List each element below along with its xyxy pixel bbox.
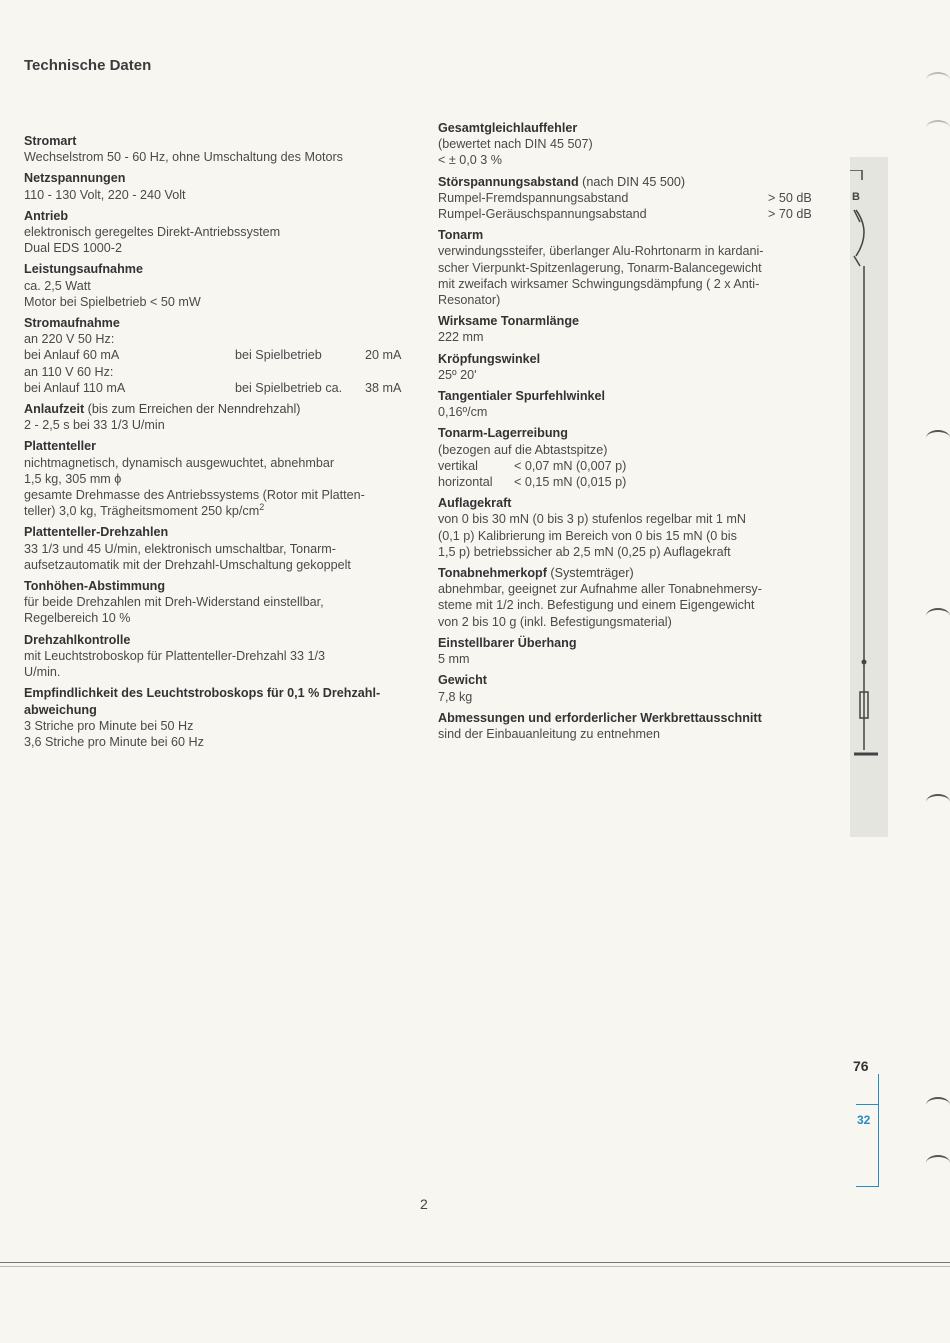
spec-cell: 20 mA bbox=[365, 348, 402, 363]
spec-heading-note: (bis zum Erreichen der Nenndrehzahl) bbox=[84, 402, 301, 417]
spec-heading: Netzspannungen bbox=[24, 171, 126, 186]
spec-heading-text: Anlaufzeit bbox=[24, 402, 85, 417]
spec-anlaufzeit bbox=[24, 401, 414, 433]
spec-cell: bei Spielbetrieb ca. bbox=[235, 380, 343, 395]
spec-gewicht bbox=[438, 672, 828, 704]
spec-cell: an 220 V 50 Hz: bbox=[24, 332, 115, 347]
punch-hole-mark bbox=[926, 120, 950, 136]
spec-cell: vertikal bbox=[438, 458, 478, 473]
spec-heading-text: Störspannungsabstand bbox=[438, 174, 579, 189]
spec-stromaufnahme bbox=[24, 315, 414, 396]
spec-line: gesamte Drehmasse des Antriebssystems (Rotor mit Platten- bbox=[24, 488, 365, 503]
spec-row bbox=[24, 347, 414, 363]
spec-line: von 2 bis 10 g (inkl. Befestigungsmaterial) bbox=[438, 614, 672, 629]
spec-heading bbox=[24, 401, 414, 417]
spec-line: 3 Striche pro Minute bei 50 Hz bbox=[24, 718, 194, 733]
index-tab-divider bbox=[856, 1104, 878, 1106]
spec-cell: > 70 dB bbox=[768, 207, 812, 222]
spec-heading: abweichung bbox=[24, 702, 97, 717]
spec-line: von 0 bis 30 mN (0 bis 3 p) stufenlos regelbar mit 1 mN bbox=[438, 512, 746, 527]
spec-line: mit Leuchtstroboskop für Plattenteller-Drehzahl 33 1/3 bbox=[24, 648, 326, 663]
strip-letter: B bbox=[852, 191, 860, 203]
spec-line: 1,5 kg, 305 mm ϕ bbox=[24, 471, 122, 486]
spec-line: Resonator) bbox=[438, 293, 501, 308]
spec-cell: bei Anlauf 110 mA bbox=[24, 380, 126, 395]
spec-line: 222 mm bbox=[438, 330, 484, 345]
spec-heading bbox=[438, 565, 828, 581]
bleed-through-diagram bbox=[848, 170, 882, 770]
spec-heading: Leistungsaufnahme bbox=[24, 262, 143, 277]
spec-heading: Stromaufnahme bbox=[24, 316, 120, 331]
spec-cell: < 0,15 mN (0,015 p) bbox=[514, 475, 627, 490]
spec-line: für beide Drehzahlen mit Dreh-Widerstand einstellbar, bbox=[24, 595, 324, 610]
spec-line: steme mit 1/2 inch. Befestigung und einem Eigengewicht bbox=[438, 598, 755, 613]
spec-netzspannungen bbox=[24, 170, 414, 202]
spec-cell: bei Spielbetrieb bbox=[235, 348, 322, 363]
spec-line: abnehmbar, geeignet zur Aufnahme aller Tonabnehmersy- bbox=[438, 582, 762, 597]
spec-row bbox=[24, 380, 414, 396]
spec-drehzahlen bbox=[24, 524, 414, 573]
spec-heading: Tangentialer Spurfehlwinkel bbox=[438, 389, 606, 404]
spec-line: < ± 0,0 3 % bbox=[438, 153, 502, 168]
spec-line: nichtmagnetisch, dynamisch ausgewuchtet, abnehmbar bbox=[24, 455, 335, 470]
spec-row bbox=[438, 190, 828, 206]
punch-hole-mark bbox=[926, 72, 950, 88]
spec-heading: Tonhöhen-Abstimmung bbox=[24, 579, 166, 594]
right-column bbox=[438, 120, 828, 747]
spec-row bbox=[24, 364, 414, 380]
spec-line: 33 1/3 und 45 U/min, elektronisch umschaltbar, Tonarm- bbox=[24, 541, 336, 556]
spec-heading: Tonarm-Lagerreibung bbox=[438, 426, 568, 441]
spec-lagerreibung bbox=[438, 425, 828, 490]
spec-line: 110 - 130 Volt, 220 - 240 Volt bbox=[24, 187, 186, 202]
spec-ueberhang bbox=[438, 635, 828, 667]
page-number: 2 bbox=[420, 1196, 428, 1212]
spec-line: Dual EDS 1000-2 bbox=[24, 241, 123, 256]
spec-heading: Plattenteller bbox=[24, 439, 97, 454]
spec-heading: Antrieb bbox=[24, 208, 69, 223]
spec-row bbox=[438, 206, 828, 222]
spec-line: Wechselstrom 50 - 60 Hz, ohne Umschaltung des Motors bbox=[24, 150, 343, 165]
spec-line: 3,6 Striche pro Minute bei 60 Hz bbox=[24, 734, 204, 749]
spec-cell: 38 mA bbox=[365, 380, 402, 395]
spec-stoerspannung bbox=[438, 174, 828, 223]
spec-line: sind der Einbauanleitung zu entnehmen bbox=[438, 726, 660, 741]
spec-tonabnehmerkopf bbox=[438, 565, 828, 630]
spec-tonarm bbox=[438, 227, 828, 308]
spec-cell: > 50 dB bbox=[768, 190, 812, 205]
spec-line: 1,5 p) betriebssicher ab 2,5 mN (0,25 p) Auflagekraft bbox=[438, 544, 731, 559]
spec-leistungsaufnahme bbox=[24, 261, 414, 310]
spec-line: 5 mm bbox=[438, 652, 470, 667]
punch-hole-mark bbox=[926, 1155, 950, 1171]
spec-kroepfung bbox=[438, 351, 828, 383]
punch-hole-mark bbox=[926, 1097, 950, 1113]
spec-cell: horizontal bbox=[438, 475, 493, 490]
spec-line: mit zweifach wirksamer Schwingungsdämpfung ( 2 x Anti- bbox=[438, 276, 760, 291]
spec-heading: Kröpfungswinkel bbox=[438, 351, 541, 366]
spec-antrieb bbox=[24, 208, 414, 257]
spec-line: (bewertet nach DIN 45 507) bbox=[438, 137, 593, 152]
tab-number: 76 bbox=[853, 1058, 869, 1074]
spec-line: 2 - 2,5 s bei 33 1/3 U/min bbox=[24, 418, 165, 433]
spec-tonarmlaenge bbox=[438, 313, 828, 345]
spec-line bbox=[24, 503, 414, 519]
punch-hole-mark bbox=[926, 430, 950, 446]
spec-line: scher Vierpunkt-Spitzenlagerung, Tonarm-Balancegewicht bbox=[438, 260, 762, 275]
spec-cell: Rumpel-Geräuschspannungsabstand bbox=[438, 207, 647, 222]
spec-line-text: teller) 3,0 kg, Trägheitsmoment 250 kp/cm bbox=[24, 504, 260, 519]
spec-line: U/min. bbox=[24, 665, 61, 680]
spec-line: elektronisch geregeltes Direkt-Antriebssystem bbox=[24, 225, 281, 240]
left-column bbox=[24, 133, 414, 755]
spec-row bbox=[438, 458, 828, 474]
spec-row bbox=[24, 331, 414, 347]
spec-cell: < 0,07 mN (0,007 p) bbox=[514, 458, 627, 473]
spec-line: 25º 20' bbox=[438, 367, 477, 382]
spec-heading: Empfindlichkeit des Leuchtstroboskops für 0,1 % Drehzahl- bbox=[24, 686, 381, 701]
spec-cell: Rumpel-Fremdspannungsabstand bbox=[438, 190, 629, 205]
spec-heading bbox=[438, 174, 828, 190]
spec-stromart bbox=[24, 133, 414, 165]
spec-line: verwindungssteifer, überlanger Alu-Rohrtonarm in kardani- bbox=[438, 244, 764, 259]
spec-cell: bei Anlauf 60 mA bbox=[24, 348, 120, 363]
spec-auflagekraft bbox=[438, 495, 828, 560]
spec-heading: Auflagekraft bbox=[438, 496, 512, 511]
spec-heading: Plattenteller-Drehzahlen bbox=[24, 525, 169, 540]
punch-hole-mark bbox=[926, 608, 950, 624]
spec-line: ca. 2,5 Watt bbox=[24, 278, 91, 293]
bottom-edge-line bbox=[0, 1262, 950, 1263]
spec-heading: Abmessungen und erforderlicher Werkbrettausschnitt bbox=[438, 710, 762, 725]
spec-heading-note: (Systemträger) bbox=[546, 566, 634, 581]
spec-line: Motor bei Spielbetrieb < 50 mW bbox=[24, 294, 201, 309]
spec-line: Regelbereich 10 % bbox=[24, 611, 131, 626]
spec-cell: an 110 V 60 Hz: bbox=[24, 364, 114, 379]
spec-heading: Einstellbarer Überhang bbox=[438, 635, 577, 650]
punch-hole-mark bbox=[926, 794, 950, 810]
spec-drehzahlkontrolle bbox=[24, 632, 414, 681]
spec-heading: Wirksame Tonarmlänge bbox=[438, 314, 580, 329]
spec-tonhoehe bbox=[24, 578, 414, 627]
spec-line: (bezogen auf die Abtastspitze) bbox=[438, 442, 608, 457]
tab-number: 32 bbox=[857, 1113, 871, 1127]
spec-heading: Drehzahlkontrolle bbox=[24, 632, 131, 647]
spec-line: aufsetzautomatik mit der Drehzahl-Umschaltung gekoppelt bbox=[24, 557, 351, 572]
spec-heading: Tonarm bbox=[438, 228, 484, 243]
page-title: Technische Daten bbox=[24, 57, 152, 74]
spec-plattenteller bbox=[24, 438, 414, 519]
spec-abmessungen bbox=[438, 710, 828, 742]
spec-heading: Stromart bbox=[24, 134, 77, 148]
spec-heading-note: (nach DIN 45 500) bbox=[578, 174, 686, 189]
superscript: 2 bbox=[259, 502, 265, 513]
spec-line: 0,16º/cm bbox=[438, 405, 488, 420]
spec-line: (0,1 p) Kalibrierung im Bereich von 0 bis 15 mN (0 bis bbox=[438, 528, 737, 543]
spec-empfindlichkeit bbox=[24, 685, 414, 750]
spec-row bbox=[438, 474, 828, 490]
spec-heading: Gewicht bbox=[438, 673, 487, 688]
spec-gleichlauf bbox=[438, 120, 828, 169]
index-tab-box bbox=[856, 1074, 879, 1187]
spec-heading-text: Tonabnehmerkopf bbox=[438, 566, 547, 581]
spec-heading: Gesamtgleichlauffehler bbox=[438, 121, 578, 135]
bottom-edge-line bbox=[0, 1266, 950, 1267]
spec-line: 7,8 kg bbox=[438, 689, 473, 704]
spec-spurfehlwinkel bbox=[438, 388, 828, 420]
